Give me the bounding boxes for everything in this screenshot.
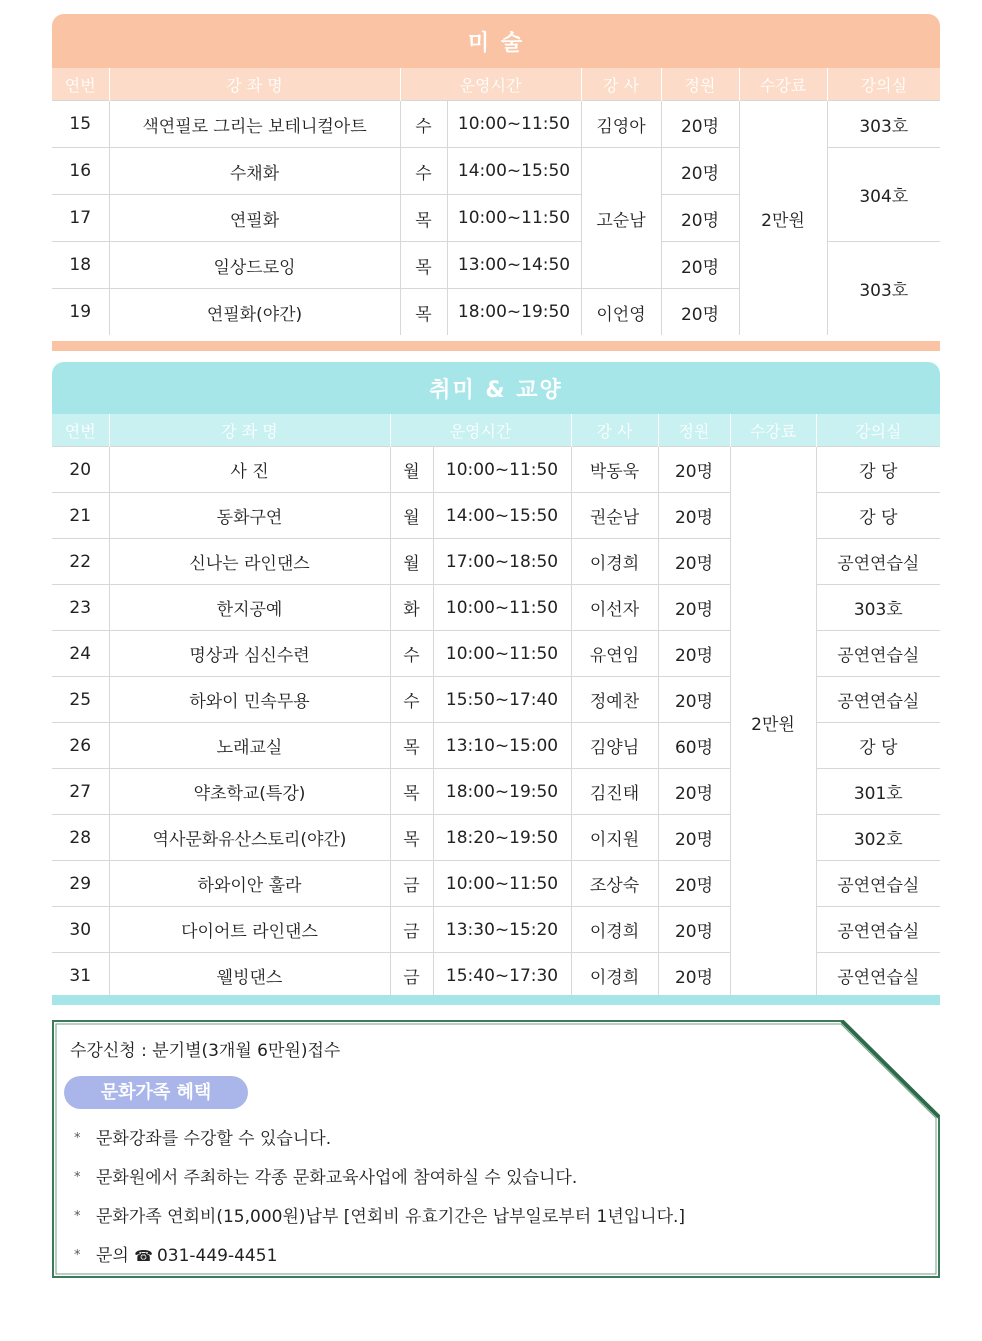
course-teacher: 이언영 [581, 289, 661, 336]
course-fee: 2만원 [730, 447, 816, 999]
course-day: 수 [400, 148, 447, 195]
course-name: 웰빙댄스 [109, 953, 390, 999]
course-room: 301호 [816, 769, 940, 815]
bullet-icon: * [74, 1209, 81, 1224]
course-time: 18:00~19:50 [447, 289, 581, 336]
header-no: 연번 [52, 414, 109, 447]
course-no: 28 [52, 815, 109, 861]
course-teacher: 김진태 [571, 769, 658, 815]
art-course-table [52, 68, 940, 335]
course-capacity: 20명 [658, 907, 730, 953]
table-header-row [52, 414, 940, 447]
course-capacity: 60명 [658, 723, 730, 769]
course-room: 303호 [816, 585, 940, 631]
header-capacity: 정원 [661, 68, 739, 101]
bullet-icon: * [74, 1131, 81, 1146]
course-day: 월 [390, 447, 433, 493]
table-row [52, 101, 940, 148]
course-capacity: 20명 [658, 539, 730, 585]
course-no: 16 [52, 148, 109, 195]
course-teacher: 유연임 [571, 631, 658, 677]
phone-icon: ☎ [134, 1247, 153, 1265]
bullet-icon: * [74, 1248, 81, 1263]
course-day: 수 [400, 101, 447, 148]
course-name: 연필화 [109, 195, 400, 242]
course-teacher: 고순남 [581, 148, 661, 289]
course-day: 월 [390, 539, 433, 585]
course-capacity: 20명 [661, 242, 739, 289]
course-day: 목 [390, 769, 433, 815]
header-time: 운영시간 [400, 68, 581, 101]
course-name: 일상드로잉 [109, 242, 400, 289]
course-time: 10:00~11:50 [433, 447, 571, 493]
course-capacity: 20명 [658, 769, 730, 815]
course-teacher: 이지원 [571, 815, 658, 861]
membership-info-box [52, 1020, 940, 1278]
course-room: 공연연습실 [816, 677, 940, 723]
course-time: 13:00~14:50 [447, 242, 581, 289]
course-day: 목 [390, 815, 433, 861]
course-room: 304호 [827, 148, 940, 242]
course-room: 공연연습실 [816, 631, 940, 677]
header-course-name: 강 좌 명 [109, 68, 400, 101]
course-time: 13:10~15:00 [433, 723, 571, 769]
course-name: 한지공예 [109, 585, 390, 631]
course-time: 14:00~15:50 [447, 148, 581, 195]
course-name: 하와이 민속무용 [109, 677, 390, 723]
course-capacity: 20명 [661, 195, 739, 242]
course-name: 연필화(야간) [109, 289, 400, 336]
course-name: 사 진 [109, 447, 390, 493]
bullet-icon: * [74, 1170, 81, 1185]
course-teacher: 박동욱 [571, 447, 658, 493]
course-teacher: 정예찬 [571, 677, 658, 723]
course-time: 13:30~15:20 [433, 907, 571, 953]
course-room: 303호 [827, 101, 940, 148]
course-capacity: 20명 [658, 631, 730, 677]
course-no: 27 [52, 769, 109, 815]
course-day: 목 [390, 723, 433, 769]
course-name: 하와이안 훌라 [109, 861, 390, 907]
course-time: 18:20~19:50 [433, 815, 571, 861]
course-capacity: 20명 [658, 815, 730, 861]
course-teacher: 이경희 [571, 539, 658, 585]
course-teacher: 김영아 [581, 101, 661, 148]
hobby-section-title: 취미 & 교양 [52, 362, 940, 414]
course-time: 10:00~11:50 [447, 195, 581, 242]
course-name: 색연필로 그리는 보테니컬아트 [109, 101, 400, 148]
course-time: 10:00~11:50 [433, 585, 571, 631]
course-no: 29 [52, 861, 109, 907]
course-name: 신나는 라인댄스 [109, 539, 390, 585]
course-capacity: 20명 [658, 677, 730, 723]
course-capacity: 20명 [658, 585, 730, 631]
course-name: 노래교실 [109, 723, 390, 769]
course-room: 강 당 [816, 493, 940, 539]
course-capacity: 20명 [658, 861, 730, 907]
course-room: 강 당 [816, 723, 940, 769]
course-day: 금 [390, 953, 433, 999]
list-item [74, 1163, 685, 1202]
course-teacher: 김양님 [571, 723, 658, 769]
benefit-text: 문화강좌를 수강할 수 있습니다. [96, 1129, 332, 1149]
course-capacity: 20명 [658, 493, 730, 539]
course-no: 26 [52, 723, 109, 769]
course-time: 15:40~17:30 [433, 953, 571, 999]
course-name: 수채화 [109, 148, 400, 195]
header-room: 강의실 [816, 414, 940, 447]
membership-benefit-badge: 문화가족 혜택 [64, 1076, 248, 1109]
header-capacity: 정원 [658, 414, 730, 447]
course-no: 17 [52, 195, 109, 242]
course-day: 목 [400, 289, 447, 336]
course-room: 302호 [816, 815, 940, 861]
course-no: 20 [52, 447, 109, 493]
course-room: 강 당 [816, 447, 940, 493]
course-time: 10:00~11:50 [433, 861, 571, 907]
contact-label: 문의 [96, 1246, 129, 1266]
course-name: 약초학교(특강) [109, 769, 390, 815]
hobby-course-table [52, 414, 940, 998]
course-fee: 2만원 [739, 101, 827, 336]
registration-notice: 수강신청 : 분기별(3개월 6만원)접수 [70, 1041, 341, 1061]
course-no: 31 [52, 953, 109, 999]
course-name: 명상과 심신수련 [109, 631, 390, 677]
course-day: 금 [390, 907, 433, 953]
header-teacher: 강 사 [581, 68, 661, 101]
hobby-section-bottom-bar [52, 995, 940, 1005]
course-day: 금 [390, 861, 433, 907]
course-day: 목 [400, 242, 447, 289]
course-name: 역사문화유산스토리(야간) [109, 815, 390, 861]
list-item [74, 1202, 685, 1241]
course-no: 19 [52, 289, 109, 336]
benefit-list [74, 1124, 685, 1280]
course-teacher: 권순남 [571, 493, 658, 539]
course-teacher: 조상숙 [571, 861, 658, 907]
course-no: 22 [52, 539, 109, 585]
course-teacher: 이경희 [571, 907, 658, 953]
course-time: 18:00~19:50 [433, 769, 571, 815]
course-capacity: 20명 [661, 289, 739, 336]
course-day: 월 [390, 493, 433, 539]
course-time: 17:00~18:50 [433, 539, 571, 585]
course-room: 공연연습실 [816, 539, 940, 585]
course-day: 수 [390, 677, 433, 723]
benefit-text: 문화원에서 주최하는 각종 문화교육사업에 참여하실 수 있습니다. [96, 1168, 578, 1188]
course-name: 동화구연 [109, 493, 390, 539]
course-day: 목 [400, 195, 447, 242]
course-time: 10:00~11:50 [447, 101, 581, 148]
course-capacity: 20명 [661, 148, 739, 195]
course-time: 14:00~15:50 [433, 493, 571, 539]
header-fee: 수강료 [730, 414, 816, 447]
table-row [52, 447, 940, 493]
course-room: 공연연습실 [816, 861, 940, 907]
course-time: 10:00~11:50 [433, 631, 571, 677]
course-no: 21 [52, 493, 109, 539]
table-header-row [52, 68, 940, 101]
header-course-name: 강 좌 명 [109, 414, 390, 447]
header-no: 연번 [52, 68, 109, 101]
header-time: 운영시간 [390, 414, 571, 447]
art-section-bottom-bar [52, 341, 940, 351]
course-room: 공연연습실 [816, 953, 940, 999]
header-teacher: 강 사 [571, 414, 658, 447]
course-capacity: 20명 [658, 447, 730, 493]
course-no: 23 [52, 585, 109, 631]
course-room: 303호 [827, 242, 940, 336]
course-day: 수 [390, 631, 433, 677]
contact-phone: 031-449-4451 [156, 1246, 278, 1266]
contact-item [74, 1241, 685, 1280]
course-no: 30 [52, 907, 109, 953]
course-room: 공연연습실 [816, 907, 940, 953]
course-teacher: 이선자 [571, 585, 658, 631]
course-day: 화 [390, 585, 433, 631]
course-capacity: 20명 [658, 953, 730, 999]
course-name: 다이어트 라인댄스 [109, 907, 390, 953]
list-item [74, 1124, 685, 1163]
course-no: 25 [52, 677, 109, 723]
course-capacity: 20명 [661, 101, 739, 148]
header-fee: 수강료 [739, 68, 827, 101]
benefit-text: 문화가족 연회비(15,000원)납부 [연회비 유효기간은 납부일로부터 1년입니다.] [96, 1207, 686, 1227]
course-no: 15 [52, 101, 109, 148]
course-teacher: 이경희 [571, 953, 658, 999]
art-section-title: 미 술 [52, 14, 940, 68]
course-no: 24 [52, 631, 109, 677]
course-no: 18 [52, 242, 109, 289]
course-time: 15:50~17:40 [433, 677, 571, 723]
header-room: 강의실 [827, 68, 940, 101]
